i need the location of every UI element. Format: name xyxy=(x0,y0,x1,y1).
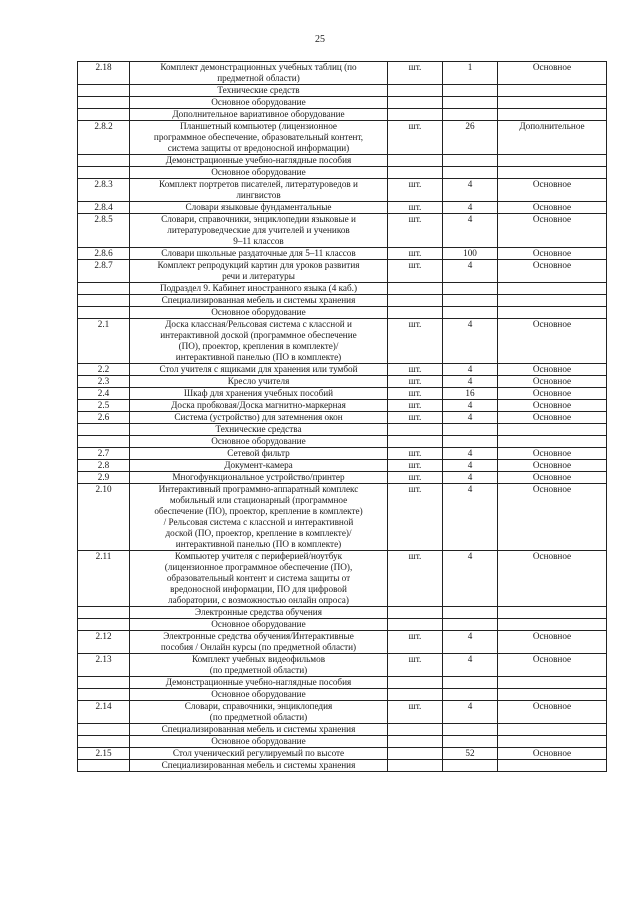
item-name-line: Многофункциональное устройство/принтер xyxy=(172,472,345,482)
item-quantity: 16 xyxy=(443,388,498,400)
section-type-cell xyxy=(498,736,607,748)
item-quantity: 4 xyxy=(443,214,498,248)
item-name-line: (по предметной области) xyxy=(209,665,308,675)
item-name-line: вредоносной информации, ПО для цифровой xyxy=(170,584,347,594)
table-row xyxy=(78,364,607,376)
item-name xyxy=(130,748,388,760)
section-spacer-cell xyxy=(78,689,130,701)
item-quantity: 4 xyxy=(443,484,498,551)
item-quantity: 4 xyxy=(443,179,498,202)
item-quantity: 4 xyxy=(443,260,498,283)
item-unit: шт. xyxy=(388,400,443,412)
item-number: 2.2 xyxy=(78,364,130,376)
item-type: Основное xyxy=(498,388,607,400)
item-unit: шт. xyxy=(388,248,443,260)
section-type-cell xyxy=(498,607,607,619)
item-name xyxy=(130,319,388,364)
item-type: Основное xyxy=(498,472,607,484)
section-spacer-cell xyxy=(78,155,130,167)
item-quantity: 1 xyxy=(443,62,498,85)
section-spacer-cell xyxy=(78,607,130,619)
section-title: Технические средств xyxy=(130,85,388,97)
section-type-cell xyxy=(498,85,607,97)
item-number: 2.4 xyxy=(78,388,130,400)
item-unit: шт. xyxy=(388,472,443,484)
item-type: Основное xyxy=(498,460,607,472)
item-name-line: предметной области) xyxy=(217,73,300,83)
section-type-cell xyxy=(498,760,607,772)
section-spacer-cell xyxy=(78,619,130,631)
section-type-cell xyxy=(498,307,607,319)
item-name-line: Словари, справочники, энциклопедия xyxy=(184,701,333,711)
item-name-line: интерактивной панелью (ПО в комплекте) xyxy=(175,352,342,362)
item-name-line: Интерактивный программно-аппаратный комплекс xyxy=(158,484,359,494)
section-qty-cell xyxy=(443,736,498,748)
section-qty-cell xyxy=(443,607,498,619)
item-name xyxy=(130,214,388,248)
item-number: 2.6 xyxy=(78,412,130,424)
section-title: Демонстрационные учебно-наглядные пособия xyxy=(130,155,388,167)
section-header-row xyxy=(78,436,607,448)
item-unit: шт. xyxy=(388,654,443,677)
item-name xyxy=(130,551,388,607)
section-unit-cell xyxy=(388,424,443,436)
item-type: Основное xyxy=(498,376,607,388)
item-unit: шт. xyxy=(388,364,443,376)
section-header-row xyxy=(78,109,607,121)
section-unit-cell xyxy=(388,619,443,631)
section-spacer-cell xyxy=(78,760,130,772)
section-header-row xyxy=(78,167,607,179)
item-type: Основное xyxy=(498,179,607,202)
item-number: 2.13 xyxy=(78,654,130,677)
item-number: 2.8.5 xyxy=(78,214,130,248)
section-title: Основное оборудование xyxy=(130,619,388,631)
item-name-line: система защиты от вредоносной информации) xyxy=(167,143,350,153)
item-quantity: 26 xyxy=(443,121,498,155)
item-name-line: Кресло учителя xyxy=(227,376,290,386)
section-header-row xyxy=(78,283,607,295)
section-header-row xyxy=(78,85,607,97)
section-spacer-cell xyxy=(78,724,130,736)
section-header-row xyxy=(78,736,607,748)
item-type: Основное xyxy=(498,62,607,85)
item-name-line: речи и литературы xyxy=(222,271,295,281)
section-qty-cell xyxy=(443,760,498,772)
item-unit: шт. xyxy=(388,701,443,724)
item-name-line: образовательный контент и система защиты от xyxy=(166,573,351,583)
section-qty-cell xyxy=(443,155,498,167)
section-type-cell xyxy=(498,677,607,689)
section-unit-cell xyxy=(388,167,443,179)
section-qty-cell xyxy=(443,85,498,97)
item-name-line: Словари школьные раздаточные для 5–11 классов xyxy=(161,248,356,258)
table-row xyxy=(78,400,607,412)
section-title: Подраздел 9. Кабинет иностранного языка (4 каб.) xyxy=(130,283,388,295)
table-row xyxy=(78,654,607,677)
section-title: Специализированная мебель и системы хранения xyxy=(130,760,388,772)
item-name-line: Компьютер учителя с периферией/ноутбук xyxy=(174,551,343,561)
section-unit-cell xyxy=(388,97,443,109)
section-unit-cell xyxy=(388,689,443,701)
section-type-cell xyxy=(498,283,607,295)
item-quantity: 4 xyxy=(443,701,498,724)
item-name-line: Доска пробковая/Доска магнитно-маркерная xyxy=(171,400,346,410)
table-row xyxy=(78,448,607,460)
item-name-line: Комплект портретов писателей, литературоведов и xyxy=(159,179,358,189)
table-row xyxy=(78,388,607,400)
section-header-row xyxy=(78,307,607,319)
item-number: 2.18 xyxy=(78,62,130,85)
item-number: 2.8.4 xyxy=(78,202,130,214)
item-name xyxy=(130,248,388,260)
item-unit: шт. xyxy=(388,460,443,472)
section-spacer-cell xyxy=(78,85,130,97)
section-header-row xyxy=(78,97,607,109)
section-qty-cell xyxy=(443,689,498,701)
section-spacer-cell xyxy=(78,436,130,448)
section-unit-cell xyxy=(388,283,443,295)
item-name xyxy=(130,400,388,412)
item-quantity: 100 xyxy=(443,248,498,260)
item-number: 2.1 xyxy=(78,319,130,364)
section-spacer-cell xyxy=(78,307,130,319)
section-spacer-cell xyxy=(78,295,130,307)
section-title: Основное оборудование xyxy=(130,97,388,109)
table-row xyxy=(78,260,607,283)
section-spacer-cell xyxy=(78,677,130,689)
section-spacer-cell xyxy=(78,167,130,179)
item-name-line: Система (устройство) для затемнения окон xyxy=(174,412,343,422)
page-number: 25 xyxy=(315,34,325,45)
section-unit-cell xyxy=(388,677,443,689)
item-unit: шт. xyxy=(388,62,443,85)
section-type-cell xyxy=(498,109,607,121)
item-name-line: (ПО), проектор, крепления в комплекте)/ xyxy=(178,341,339,351)
item-name xyxy=(130,484,388,551)
section-spacer-cell xyxy=(78,424,130,436)
item-number: 2.5 xyxy=(78,400,130,412)
section-qty-cell xyxy=(443,109,498,121)
item-name-line: Комплект демонстрационных учебных таблиц (по xyxy=(160,62,357,72)
item-name xyxy=(130,376,388,388)
section-header-row xyxy=(78,607,607,619)
item-number: 2.14 xyxy=(78,701,130,724)
section-unit-cell xyxy=(388,85,443,97)
section-unit-cell xyxy=(388,607,443,619)
section-qty-cell xyxy=(443,436,498,448)
table-row xyxy=(78,62,607,85)
table-row xyxy=(78,551,607,607)
section-header-row xyxy=(78,689,607,701)
item-number: 2.8.3 xyxy=(78,179,130,202)
item-type: Основное xyxy=(498,319,607,364)
item-type: Основное xyxy=(498,701,607,724)
section-header-row xyxy=(78,295,607,307)
section-qty-cell xyxy=(443,167,498,179)
item-unit: шт. xyxy=(388,179,443,202)
section-qty-cell xyxy=(443,724,498,736)
item-name-line: мобильный или стационарный (программное xyxy=(169,495,348,505)
section-header-row xyxy=(78,677,607,689)
section-type-cell xyxy=(498,295,607,307)
section-title: Технические средства xyxy=(130,424,388,436)
section-unit-cell xyxy=(388,724,443,736)
section-header-row xyxy=(78,155,607,167)
item-name xyxy=(130,179,388,202)
item-name-line: Словари, справочники, энциклопедии языковые и xyxy=(161,214,356,224)
section-title: Дополнительное вариативное оборудование xyxy=(130,109,388,121)
item-number: 2.3 xyxy=(78,376,130,388)
table-row xyxy=(78,484,607,551)
section-qty-cell xyxy=(443,295,498,307)
table-row xyxy=(78,214,607,248)
item-unit: шт. xyxy=(388,448,443,460)
item-type: Основное xyxy=(498,364,607,376)
section-unit-cell xyxy=(388,295,443,307)
item-name xyxy=(130,202,388,214)
section-spacer-cell xyxy=(78,97,130,109)
section-title: Основное оборудование xyxy=(130,167,388,179)
item-unit: шт. xyxy=(388,319,443,364)
item-quantity: 4 xyxy=(443,364,498,376)
item-name-line: 9–11 классов xyxy=(233,236,284,246)
section-qty-cell xyxy=(443,424,498,436)
item-type: Основное xyxy=(498,631,607,654)
item-name xyxy=(130,412,388,424)
item-name-line: лаборатории, с возможностью онлайн опроса) xyxy=(168,595,349,605)
equipment-table-body xyxy=(78,62,607,772)
item-type: Дополнительное xyxy=(498,121,607,155)
item-number: 2.7 xyxy=(78,448,130,460)
item-unit: шт. xyxy=(388,214,443,248)
section-header-row xyxy=(78,760,607,772)
item-name-line: Доска классная/Рельсовая система с классной и xyxy=(165,319,352,329)
item-quantity: 4 xyxy=(443,631,498,654)
item-name-line: Планшетный компьютер (лицензионное xyxy=(180,121,337,131)
section-title: Основное оборудование xyxy=(130,689,388,701)
section-qty-cell xyxy=(443,677,498,689)
item-name-line: пособия / Онлайн курсы (по предметной области) xyxy=(160,642,357,652)
item-number: 2.8 xyxy=(78,460,130,472)
item-number: 2.9 xyxy=(78,472,130,484)
item-name xyxy=(130,701,388,724)
equipment-table xyxy=(77,61,607,772)
section-spacer-cell xyxy=(78,283,130,295)
item-name-line: Электронные средства обучения/Интерактивные xyxy=(163,631,354,641)
item-name-line: Стол ученический регулируемый по высоте xyxy=(172,748,345,758)
item-quantity: 4 xyxy=(443,654,498,677)
item-quantity: 52 xyxy=(443,748,498,760)
item-unit: шт. xyxy=(388,388,443,400)
item-number: 2.8.6 xyxy=(78,248,130,260)
item-name xyxy=(130,260,388,283)
section-title: Электронные средства обучения xyxy=(130,607,388,619)
section-type-cell xyxy=(498,155,607,167)
item-name-line: Комплект учебных видеофильмов xyxy=(191,654,326,664)
section-spacer-cell xyxy=(78,736,130,748)
item-name xyxy=(130,121,388,155)
item-name-line: Словари языковые фундаментальные xyxy=(185,202,332,212)
item-unit: шт. xyxy=(388,202,443,214)
section-unit-cell xyxy=(388,436,443,448)
item-type: Основное xyxy=(498,260,607,283)
section-type-cell xyxy=(498,619,607,631)
item-name-line: обеспечение (ПО), проектор, крепление в комплекте) xyxy=(154,506,363,516)
section-qty-cell xyxy=(443,97,498,109)
item-name-line: программное обеспечение, образовательный контент, xyxy=(153,132,364,142)
item-type: Основное xyxy=(498,654,607,677)
table-row xyxy=(78,179,607,202)
section-qty-cell xyxy=(443,307,498,319)
item-quantity: 4 xyxy=(443,319,498,364)
item-unit: шт. xyxy=(388,260,443,283)
table-row xyxy=(78,748,607,760)
item-name-line: Стол учителя с ящиками для хранения или тумбой xyxy=(159,364,358,374)
item-name-line: литературоведческие для учителей и учеников xyxy=(167,225,350,235)
item-type: Основное xyxy=(498,412,607,424)
item-name xyxy=(130,388,388,400)
section-header-row xyxy=(78,724,607,736)
section-unit-cell xyxy=(388,736,443,748)
item-type: Основное xyxy=(498,248,607,260)
item-type: Основное xyxy=(498,202,607,214)
item-name xyxy=(130,654,388,677)
item-name xyxy=(130,364,388,376)
section-type-cell xyxy=(498,97,607,109)
section-unit-cell xyxy=(388,307,443,319)
section-unit-cell xyxy=(388,760,443,772)
item-number: 2.11 xyxy=(78,551,130,607)
item-name xyxy=(130,472,388,484)
item-quantity: 4 xyxy=(443,460,498,472)
item-quantity: 4 xyxy=(443,412,498,424)
item-unit: шт. xyxy=(388,484,443,551)
item-name xyxy=(130,448,388,460)
item-number: 2.10 xyxy=(78,484,130,551)
item-type: Основное xyxy=(498,214,607,248)
table-row xyxy=(78,460,607,472)
section-qty-cell xyxy=(443,283,498,295)
item-name-line: доской (ПО, проектор, крепление в комплекте)/ xyxy=(165,528,352,538)
item-unit: шт. xyxy=(388,631,443,654)
section-type-cell xyxy=(498,167,607,179)
section-type-cell xyxy=(498,436,607,448)
item-quantity: 4 xyxy=(443,202,498,214)
item-name-line: (по предметной области) xyxy=(209,712,308,722)
item-number: 2.8.7 xyxy=(78,260,130,283)
section-title: Основное оборудование xyxy=(130,436,388,448)
section-type-cell xyxy=(498,724,607,736)
item-quantity: 4 xyxy=(443,376,498,388)
item-number: 2.15 xyxy=(78,748,130,760)
section-title: Основное оборудование xyxy=(130,307,388,319)
item-name-line: (лицензионное программное обеспечение (ПО), xyxy=(164,562,353,572)
table-row xyxy=(78,121,607,155)
section-header-row xyxy=(78,619,607,631)
table-row xyxy=(78,631,607,654)
item-name-line: / Рельсовая система с классной и интерактивной xyxy=(163,517,354,527)
item-quantity: 4 xyxy=(443,448,498,460)
item-name-line: Комплект репродукций картин для уроков развития xyxy=(157,260,360,270)
table-row xyxy=(78,412,607,424)
table-row xyxy=(78,319,607,364)
item-name-line: Документ-камера xyxy=(224,460,293,470)
item-name xyxy=(130,631,388,654)
item-name xyxy=(130,460,388,472)
section-type-cell xyxy=(498,689,607,701)
item-name-line: Шкаф для хранения учебных пособий xyxy=(183,388,334,398)
item-name xyxy=(130,62,388,85)
item-quantity: 4 xyxy=(443,400,498,412)
item-unit: шт. xyxy=(388,376,443,388)
item-name-line: лингвистов xyxy=(236,190,281,200)
table-row xyxy=(78,202,607,214)
item-type: Основное xyxy=(498,448,607,460)
item-number: 2.12 xyxy=(78,631,130,654)
section-spacer-cell xyxy=(78,109,130,121)
table-row xyxy=(78,248,607,260)
item-type: Основное xyxy=(498,551,607,607)
table-row xyxy=(78,376,607,388)
item-unit: шт. xyxy=(388,121,443,155)
item-unit: шт. xyxy=(388,412,443,424)
item-type: Основное xyxy=(498,400,607,412)
section-unit-cell xyxy=(388,155,443,167)
item-type: Основное xyxy=(498,484,607,551)
item-unit: шт. xyxy=(388,551,443,607)
section-title: Демонстрационные учебно-наглядные пособия xyxy=(130,677,388,689)
table-row xyxy=(78,701,607,724)
section-unit-cell xyxy=(388,109,443,121)
item-quantity: 4 xyxy=(443,472,498,484)
table-row xyxy=(78,472,607,484)
item-type: Основное xyxy=(498,748,607,760)
section-qty-cell xyxy=(443,619,498,631)
section-type-cell xyxy=(498,424,607,436)
section-title: Основное оборудование xyxy=(130,736,388,748)
item-quantity: 4 xyxy=(443,551,498,607)
item-name-line: интерактивной панелью (ПО в комплекте) xyxy=(175,539,342,549)
item-unit xyxy=(388,748,443,760)
section-title: Специализированная мебель и системы хранения xyxy=(130,295,388,307)
section-title: Специализированная мебель и системы хранения xyxy=(130,724,388,736)
item-name-line: интерактивной доской (программное обеспечение xyxy=(160,330,357,340)
item-number: 2.8.2 xyxy=(78,121,130,155)
section-header-row xyxy=(78,424,607,436)
item-name-line: Сетевой фильтр xyxy=(227,448,290,458)
